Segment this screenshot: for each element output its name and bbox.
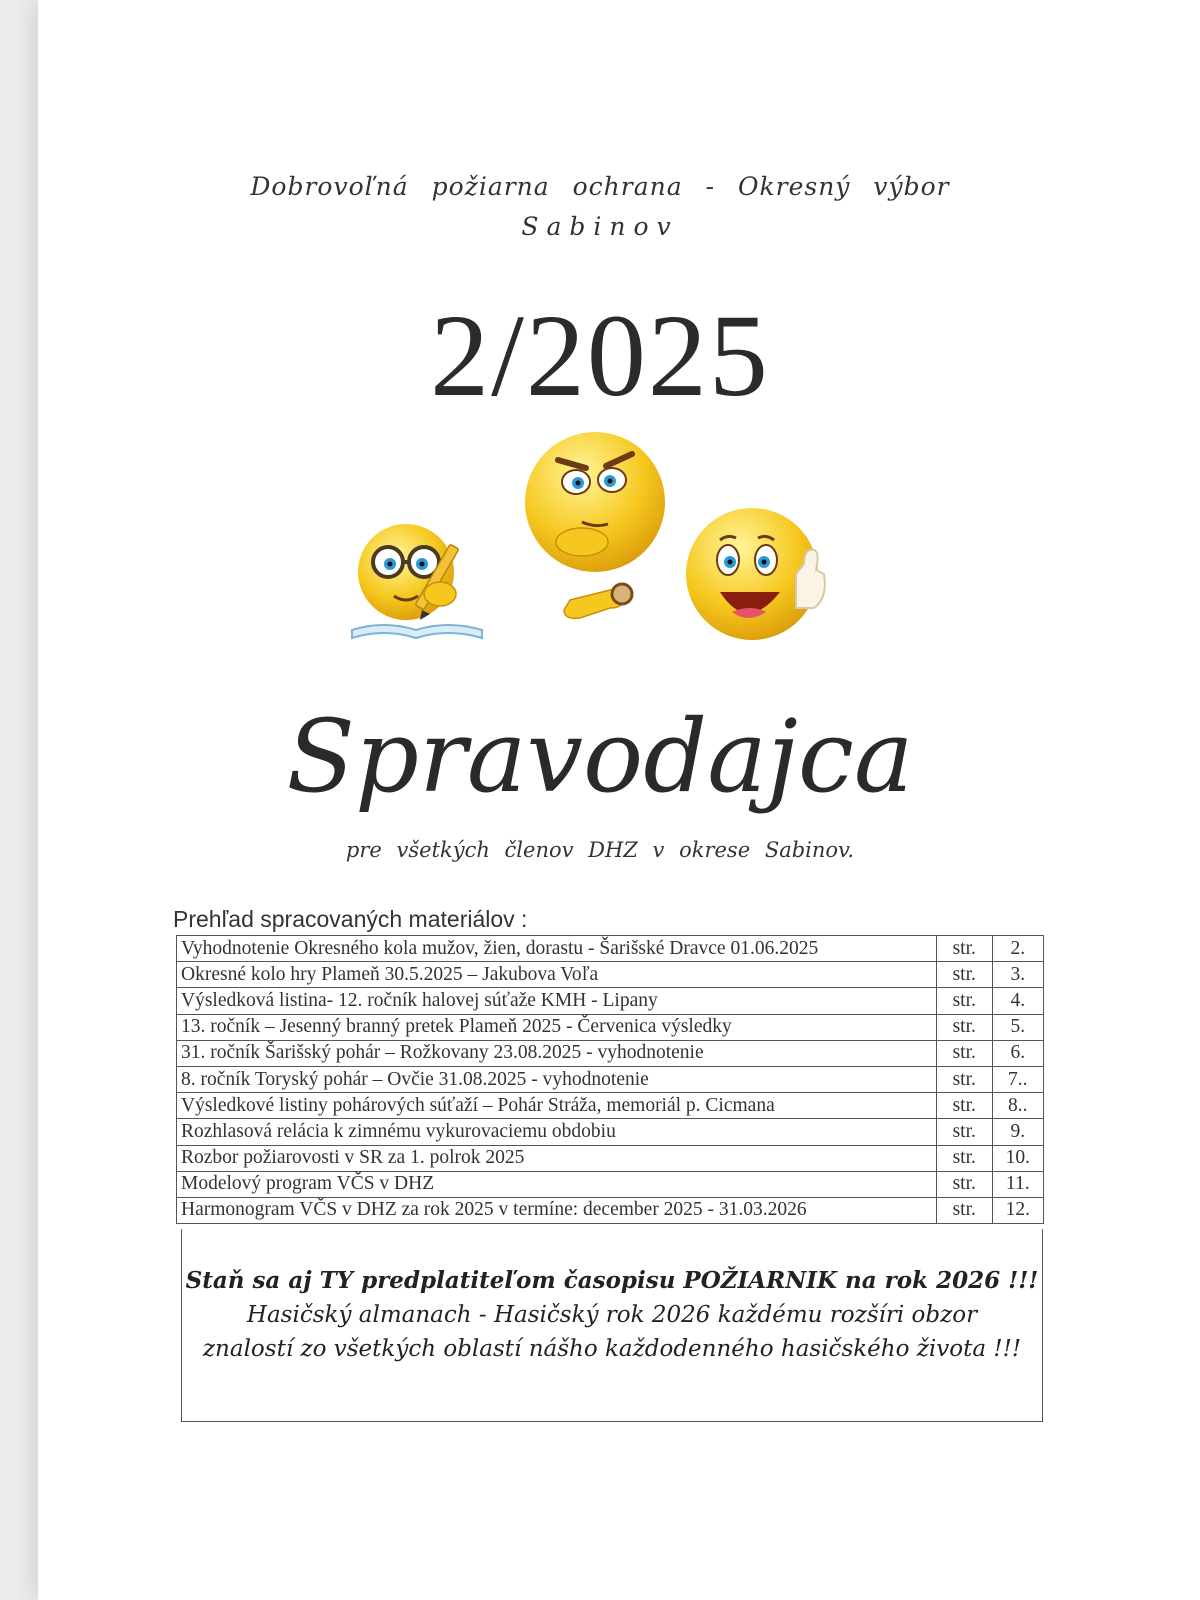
toc-item-str: str. xyxy=(937,1171,993,1197)
table-row xyxy=(177,1040,1044,1066)
toc-item-page: 6. xyxy=(992,1040,1044,1066)
writing-emoji-icon xyxy=(344,512,494,652)
toc-item-title: Vyhodnotenie Okresného kola mužov, žien, dorastu - Šarišské Dravce 01.06.2025 xyxy=(177,936,937,962)
newsletter-title: Spravodajca xyxy=(286,698,914,815)
toc-item-page: 4. xyxy=(992,988,1044,1014)
promo-almanac-text: Hasičský almanach - Hasičský rok 2026 každému rozšíri obzor xyxy=(246,1302,978,1328)
toc-item-title: 8. ročník Toryský pohár – Ovčie 31.08.2025 - vyhodnotenie xyxy=(177,1066,937,1092)
toc-item-str: str. xyxy=(937,1040,993,1066)
toc-item-str: str. xyxy=(937,1093,993,1119)
toc-item-page: 11. xyxy=(992,1171,1044,1197)
toc-item-title: 31. ročník Šarišský pohár – Rožkovany 23.08.2025 - vyhodnotenie xyxy=(177,1040,937,1066)
promo-almanac-text-continued: znalostí zo všetkých oblastí nášho každodenného hasičského života !!! xyxy=(202,1336,1022,1362)
thinking-emoji-icon xyxy=(520,430,680,650)
thumbs-up-emoji-icon xyxy=(684,504,844,654)
promo-subscription-text: Staň sa aj TY predplatiteľom časopisu POŽIARNIK na rok 2026 !!! xyxy=(185,1267,1039,1294)
table-row xyxy=(177,1145,1044,1171)
toc-item-title: Modelový program VČS v DHZ xyxy=(177,1171,937,1197)
table-row xyxy=(177,1014,1044,1040)
promo-box xyxy=(181,1229,1043,1422)
toc-item-page: 8.. xyxy=(992,1093,1044,1119)
organization-name: Dobrovoľná požiarna ochrana - Okresný výbor xyxy=(250,172,950,201)
table-row xyxy=(177,1066,1044,1092)
toc-item-page: 7.. xyxy=(992,1066,1044,1092)
table-row xyxy=(177,1171,1044,1197)
issue-number: 2/2025 xyxy=(430,290,770,421)
toc-item-str: str. xyxy=(937,1145,993,1171)
table-row xyxy=(177,1197,1044,1223)
toc-heading: Prehľad spracovaných materiálov : xyxy=(173,906,528,932)
toc-item-str: str. xyxy=(937,936,993,962)
toc-item-page: 9. xyxy=(992,1119,1044,1145)
table-row xyxy=(177,936,1044,962)
toc-item-title: Rozhlasová relácia k zimnému vykurovaciemu obdobiu xyxy=(177,1119,937,1145)
newsletter-subtitle: pre všetkých členov DHZ v okrese Sabinov. xyxy=(345,838,855,862)
organization-district: Sabinov xyxy=(521,212,679,241)
toc-item-title: 13. ročník – Jesenný branný pretek Plameň 2025 - Červenica výsledky xyxy=(177,1014,937,1040)
toc-item-str: str. xyxy=(937,988,993,1014)
toc-item-page: 3. xyxy=(992,962,1044,988)
table-row xyxy=(177,1119,1044,1145)
toc-item-page: 10. xyxy=(992,1145,1044,1171)
toc-item-str: str. xyxy=(937,1066,993,1092)
toc-item-page: 5. xyxy=(992,1014,1044,1040)
toc-item-str: str. xyxy=(937,1197,993,1223)
toc-item-title: Harmonogram VČS v DHZ za rok 2025 v termíne: december 2025 - 31.03.2026 xyxy=(177,1197,937,1223)
toc-item-str: str. xyxy=(937,1119,993,1145)
table-row xyxy=(177,1093,1044,1119)
toc-item-str: str. xyxy=(937,1014,993,1040)
toc-item-title: Rozbor požiarovosti v SR za 1. polrok 2025 xyxy=(177,1145,937,1171)
toc-item-title: Výsledkové listiny pohárových súťaží – Pohár Stráža, memoriál p. Cicmana xyxy=(177,1093,937,1119)
table-row xyxy=(177,988,1044,1014)
toc-item-title: Okresné kolo hry Plameň 30.5.2025 – Jakubova Voľa xyxy=(177,962,937,988)
toc-item-page: 2. xyxy=(992,936,1044,962)
toc-item-title: Výsledková listina- 12. ročník halovej súťaže KMH - Lipany xyxy=(177,988,937,1014)
toc-item-str: str. xyxy=(937,962,993,988)
table-row xyxy=(177,962,1044,988)
table-of-contents xyxy=(176,935,1044,1224)
toc-item-page: 12. xyxy=(992,1197,1044,1223)
